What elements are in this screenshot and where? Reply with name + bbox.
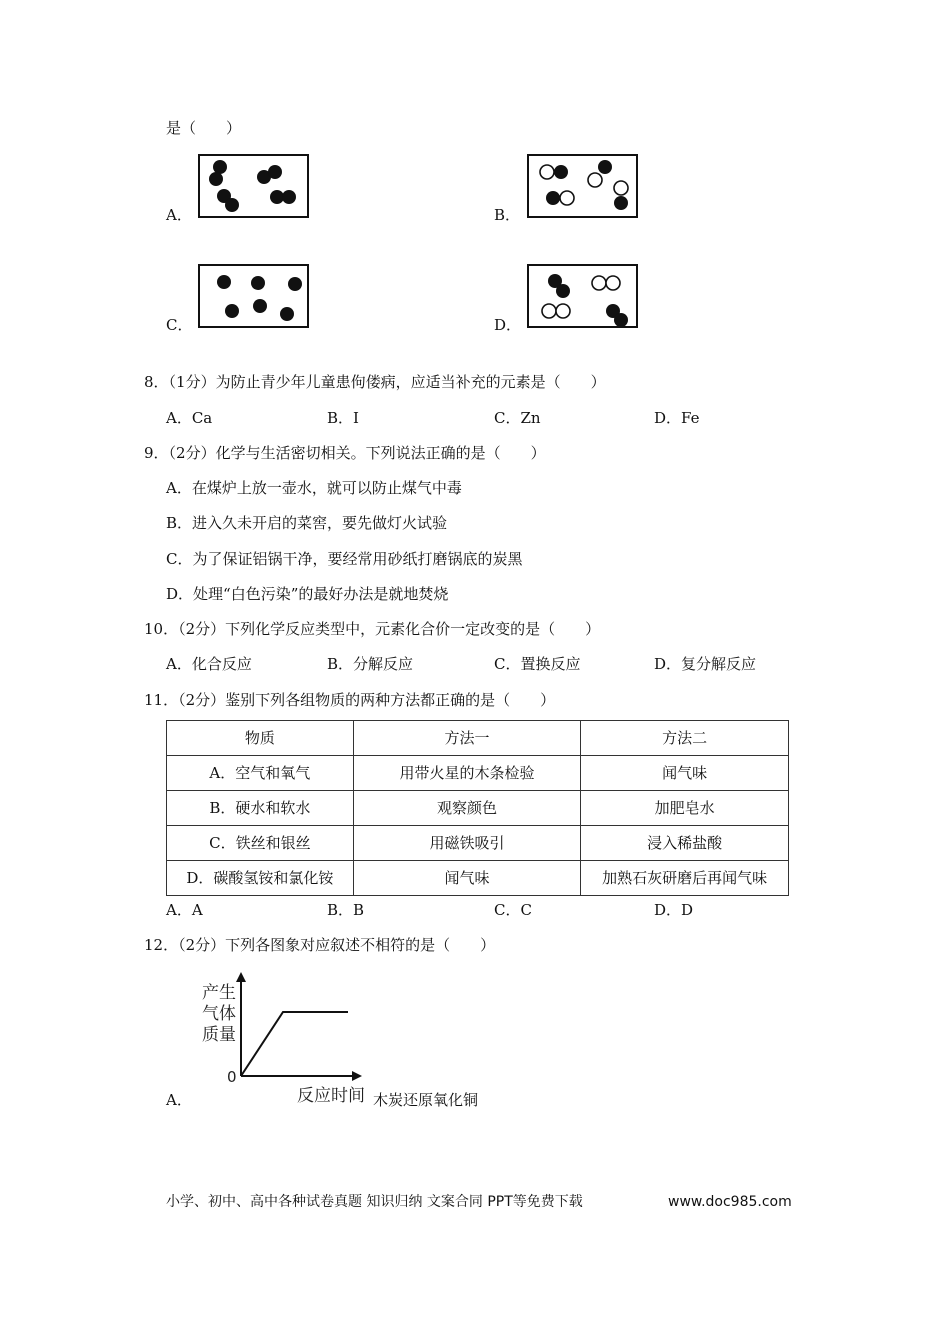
q11-option-d[interactable]: D．D	[654, 901, 694, 919]
table-cell: 闻气味	[353, 861, 581, 896]
q9-option-a[interactable]: A．在煤炉上放一壶水，就可以防止煤气中毒	[166, 479, 462, 497]
footer-promo-text: 小学、初中、高中各种试卷真题 知识归纳 文案合同 PPT等免费下载	[166, 1194, 583, 1210]
q10-option-c[interactable]: C．置换反应	[494, 655, 581, 673]
q8-option-a[interactable]: A．Ca	[166, 409, 213, 427]
particle-diagram-b	[529, 156, 636, 216]
q7-option-d-diagram	[527, 264, 638, 328]
q7-option-b-diagram	[527, 154, 638, 218]
table-cell: 加熟石灰研磨后再闻气味	[581, 861, 789, 896]
atom	[540, 165, 554, 179]
table-cell: 用带火星的木条检验	[353, 756, 581, 791]
footer-website-link[interactable]: www.doc985.com	[668, 1194, 792, 1210]
q10-option-a[interactable]: A．化合反应	[166, 655, 252, 673]
table-header-cell: 物质	[167, 721, 354, 756]
particle-diagram-a	[200, 156, 307, 216]
q8-option-b[interactable]: B．I	[327, 409, 359, 427]
particle-diagram-d	[529, 266, 636, 326]
table-cell: 浸入稀盐酸	[581, 826, 789, 861]
origin-label: 0	[227, 1068, 237, 1086]
q12-stem: 12．（2分）下列各图象对应叙述不相符的是（ ）	[144, 936, 496, 954]
q11-option-b[interactable]: B．B	[327, 901, 365, 919]
q11-table	[166, 720, 789, 896]
table-cell: C．铁丝和银丝	[167, 826, 354, 861]
atom	[270, 190, 284, 204]
y-axis-arrow	[236, 972, 246, 982]
table-row	[167, 791, 789, 826]
table-cell: B．硬水和软水	[167, 791, 354, 826]
table-header-row	[167, 721, 789, 756]
atom	[614, 196, 628, 210]
q7-option-a-diagram	[198, 154, 309, 218]
atom	[592, 276, 606, 290]
q7-option-b-label[interactable]: B．	[494, 206, 521, 224]
q7-option-d-label[interactable]: D．	[494, 316, 522, 334]
atom	[225, 198, 239, 212]
y-axis-label-line: 气体	[202, 1004, 236, 1024]
q7-option-c-label[interactable]: C．	[166, 316, 193, 334]
atom	[606, 276, 620, 290]
particle-diagram-c	[200, 266, 307, 326]
atom	[225, 304, 239, 318]
series-line	[241, 1012, 348, 1076]
q10-option-d[interactable]: D．复分解反应	[654, 655, 757, 673]
table-cell: A．空气和氧气	[167, 756, 354, 791]
q9-stem: 9．（2分）化学与生活密切相关。下列说法正确的是（ ）	[144, 444, 546, 462]
table-cell: 加肥皂水	[581, 791, 789, 826]
q8-option-d[interactable]: D．Fe	[654, 409, 700, 427]
q7-option-c-diagram	[198, 264, 309, 328]
table-row	[167, 861, 789, 896]
atom	[217, 275, 231, 289]
atom	[546, 191, 560, 205]
q11-option-a[interactable]: A．A	[166, 901, 203, 919]
atom	[213, 160, 227, 174]
atom	[288, 277, 302, 291]
q8-option-c[interactable]: C．Zn	[494, 409, 541, 427]
q11-stem: 11．（2分）鉴别下列各组物质的两种方法都正确的是（ ）	[144, 691, 556, 709]
y-axis-label-line: 质量	[202, 1025, 236, 1045]
atom	[614, 181, 628, 195]
q10-option-b[interactable]: B．分解反应	[327, 655, 414, 673]
atom	[268, 165, 282, 179]
q9-option-c[interactable]: C．为了保证铝锅干净，要经常用砂纸打磨锅底的炭黑	[166, 550, 523, 568]
atom	[280, 307, 294, 321]
atom	[253, 299, 267, 313]
q12-option-a-label[interactable]: A．	[166, 1091, 192, 1109]
atom	[542, 304, 556, 318]
atom	[556, 284, 570, 298]
table-cell: 闻气味	[581, 756, 789, 791]
atom	[209, 172, 223, 186]
x-axis-label: 反应时间	[297, 1086, 365, 1106]
atom	[251, 276, 265, 290]
atom	[560, 191, 574, 205]
table-row	[167, 826, 789, 861]
table-header-cell: 方法二	[581, 721, 789, 756]
table-header-cell: 方法一	[353, 721, 581, 756]
atom	[554, 165, 568, 179]
q11-option-c[interactable]: C．C	[494, 901, 532, 919]
q8-stem: 8．（1分）为防止青少年儿童患佝偻病，应适当补充的元素是（ ）	[144, 373, 606, 391]
q12-graph-a	[194, 968, 374, 1108]
atom	[588, 173, 602, 187]
table-row	[167, 756, 789, 791]
table-cell: 观察颜色	[353, 791, 581, 826]
y-axis-label-line: 产生	[202, 983, 236, 1003]
q12-option-a-caption: 木炭还原氧化铜	[373, 1091, 479, 1109]
q10-stem: 10．（2分）下列化学反应类型中，元素化合价一定改变的是（ ）	[144, 620, 601, 638]
table-cell: D．碳酸氢铵和氯化铵	[167, 861, 354, 896]
q7-option-a-label[interactable]: A．	[166, 206, 192, 224]
q9-option-d[interactable]: D．处理“白色污染”的最好办法是就地焚烧	[166, 585, 449, 603]
q9-option-b[interactable]: B．进入久未开启的菜窖，要先做灯火试验	[166, 514, 448, 532]
x-axis-arrow	[352, 1071, 362, 1081]
atom	[282, 190, 296, 204]
atom	[598, 160, 612, 174]
atom	[556, 304, 570, 318]
table-cell: 用磁铁吸引	[353, 826, 581, 861]
q7-stem-tail: 是（ ）	[166, 119, 242, 137]
